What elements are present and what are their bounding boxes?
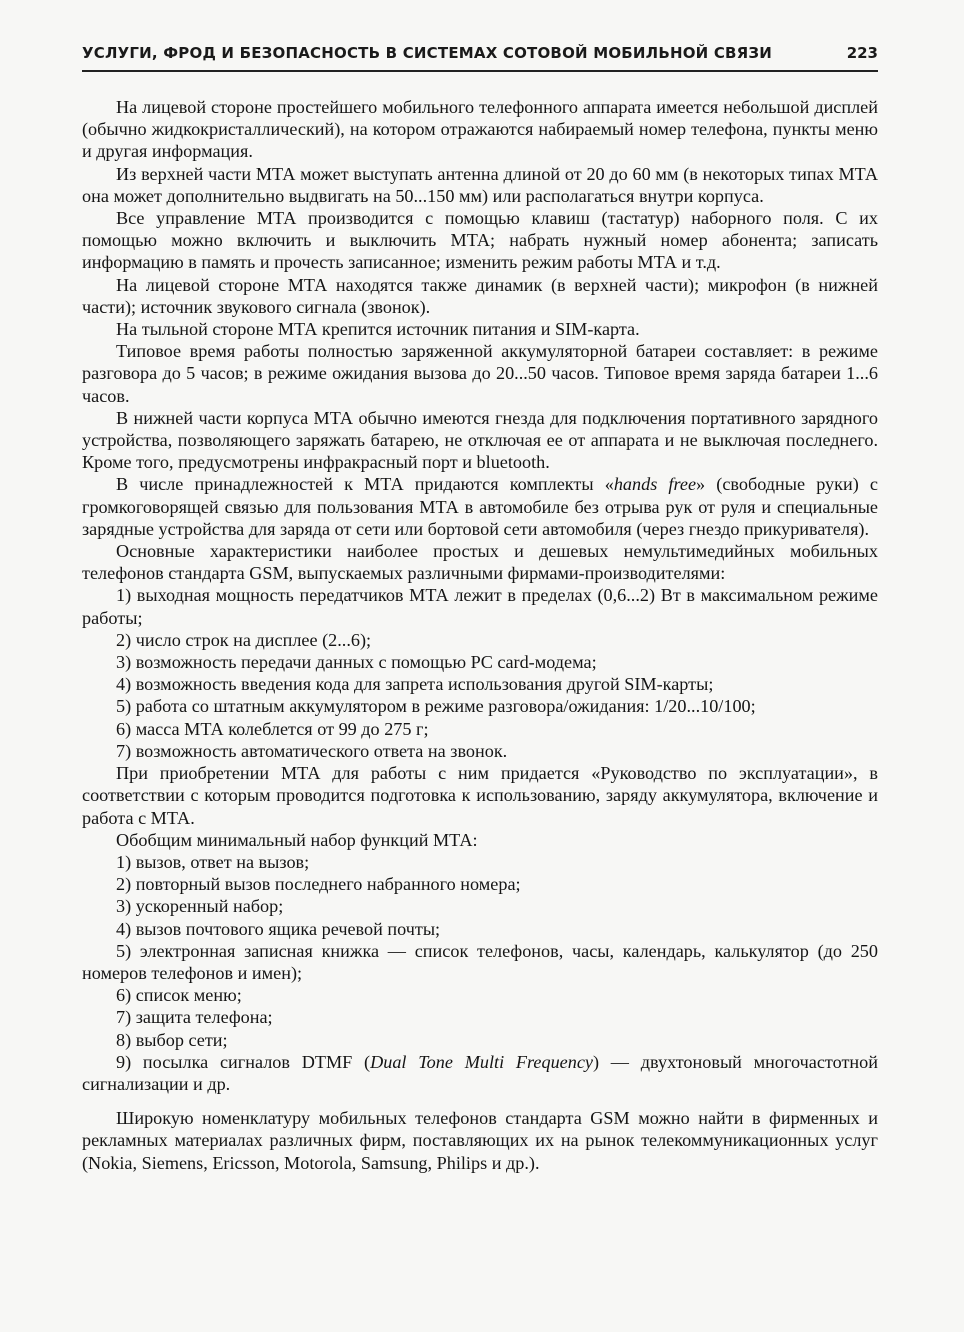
paragraph: На лицевой стороне простейшего мобильного телефонного аппарата имеется небольшой дисплей (обычно жидкокристаллический), на котором отражаются набираемый номер телефона, пункты меню и другая информация.: [82, 97, 878, 162]
paragraph: В нижней части корпуса МТА обычно имеются гнезда для подключения портативного зарядного устройства, позволяющего заряжать батарею, не отключая ее от аппарата и не выключая последнего. Кроме того, предусмотрены инфракрасный порт и bluetooth.: [82, 407, 878, 473]
paragraph-text: В числе принадлежностей к МТА придаются комплекты «: [116, 474, 614, 495]
list-item-text: ) — двухтоновый многочастотной сигнализации и др.: [82, 1051, 878, 1094]
paragraph: Все управление МТА производится с помощью клавиш (тастатур) наборного поля. С их помощью можно включить и выключить МТА; набрать нужный номер абонента; записать информацию в память и прочесть записанное; изменить режим работы МТА и т.д.: [82, 208, 878, 273]
paragraph: Обобщим минимальный набор функций МТА:: [116, 829, 478, 850]
paragraph: [82, 473, 878, 540]
running-head: [82, 44, 878, 72]
paragraph: На лицевой стороне МТА находятся также динамик (в верхней части); микрофон (в нижней части); источник звукового сигнала (звонок).: [82, 274, 878, 317]
paragraph-text: » (свободные руки) с громкоговорящей связью для пользования МТА в автомобиле без отрыва рук от руля и специальные зарядные устройства для заряда от сети или бортовой сети автомобиля (через гнездо прикуривателя).: [82, 474, 878, 539]
paragraph: Типовое время работы полностью заряженной аккумуляторной батареи составляет: в режиме разговора до 5 часов; в режиме ожидания вызова до 20...50 часов. Типовое время заряда батареи 1...6 часов.: [82, 341, 878, 406]
italic-term: hands free: [613, 474, 697, 495]
paragraph: На тыльной стороне МТА крепится источник питания и SIM-карта.: [116, 319, 640, 340]
paragraph: Широкую номенклатуру мобильных телефонов стандарта GSM можно найти в фирменных и рекламных материалах различных фирм, поставляющих их на рынок телекоммуникационных услуг (Nokia, Siemens, Ericsson, Motorola, Samsung, Philips и др.).: [82, 1108, 878, 1173]
italic-term: Dual Tone Multi Frequency: [370, 1051, 593, 1072]
list-item: 4) вызов почтового ящика речевой почты;: [116, 918, 441, 939]
list-item: 1) вызов, ответ на вызов;: [116, 851, 310, 872]
list-item: 4) возможность введения кода для запрета использования другой SIM-карты;: [116, 674, 714, 695]
list-item: 7) возможность автоматического ответа на звонок.: [116, 740, 508, 761]
list-item: 2) повторный вызов последнего набранного номера;: [116, 874, 521, 895]
list-item: 3) возможность передачи данных с помощью PC card-модема;: [116, 652, 597, 673]
paragraph: Основные характеристики наиболее простых и дешевых немультимедийных мобильных телефонов стандарта GSM, выпускаемых различными фирмами-производителями:: [82, 541, 878, 584]
paragraph: Из верхней части МТА может выступать антенна длиной от 20 до 60 мм (в некоторых типах МТА она может дополнительно выдвигать на 50...150 мм) или располагаться внутри корпуса.: [82, 163, 878, 206]
page-number: 223: [846, 44, 878, 62]
running-title: УСЛУГИ, ФРОД И БЕЗОПАСНОСТЬ В СИСТЕМАХ СОТОВОЙ МОБИЛЬНОЙ СВЯЗИ: [82, 44, 773, 62]
list-item: 5) электронная записная книжка — список телефонов, часы, календарь, калькулятор (до 250 номеров телефонов и имен);: [82, 940, 878, 983]
body-text: [82, 96, 878, 1174]
list-item-text: 9) посылка сигналов DTMF (: [116, 1051, 371, 1072]
list-item: 1) выходная мощность передатчиков МТА лежит в пределах (0,6...2) Вт в максимальном режиме работы;: [82, 585, 878, 628]
paragraph: При приобретении МТА для работы с ним придается «Руководство по эксплуатации», в соответствии с которым проводится подготовка к использованию, заряду аккумулятора, включение и работа с МТА.: [82, 763, 878, 828]
list-item: 3) ускоренный набор;: [116, 896, 284, 917]
list-item: 6) список меню;: [116, 985, 242, 1006]
list-item: 8) выбор сети;: [116, 1029, 228, 1050]
list-item: 7) защита телефона;: [116, 1007, 273, 1028]
list-item: 5) работа со штатным аккумулятором в режиме разговора/ожидания: 1/20...10/100;: [116, 696, 756, 717]
list-item: [82, 1051, 878, 1095]
list-item: 6) масса МТА колеблется от 99 до 275 г;: [116, 718, 429, 739]
list-item: 2) число строк на дисплее (2...6);: [116, 629, 372, 650]
